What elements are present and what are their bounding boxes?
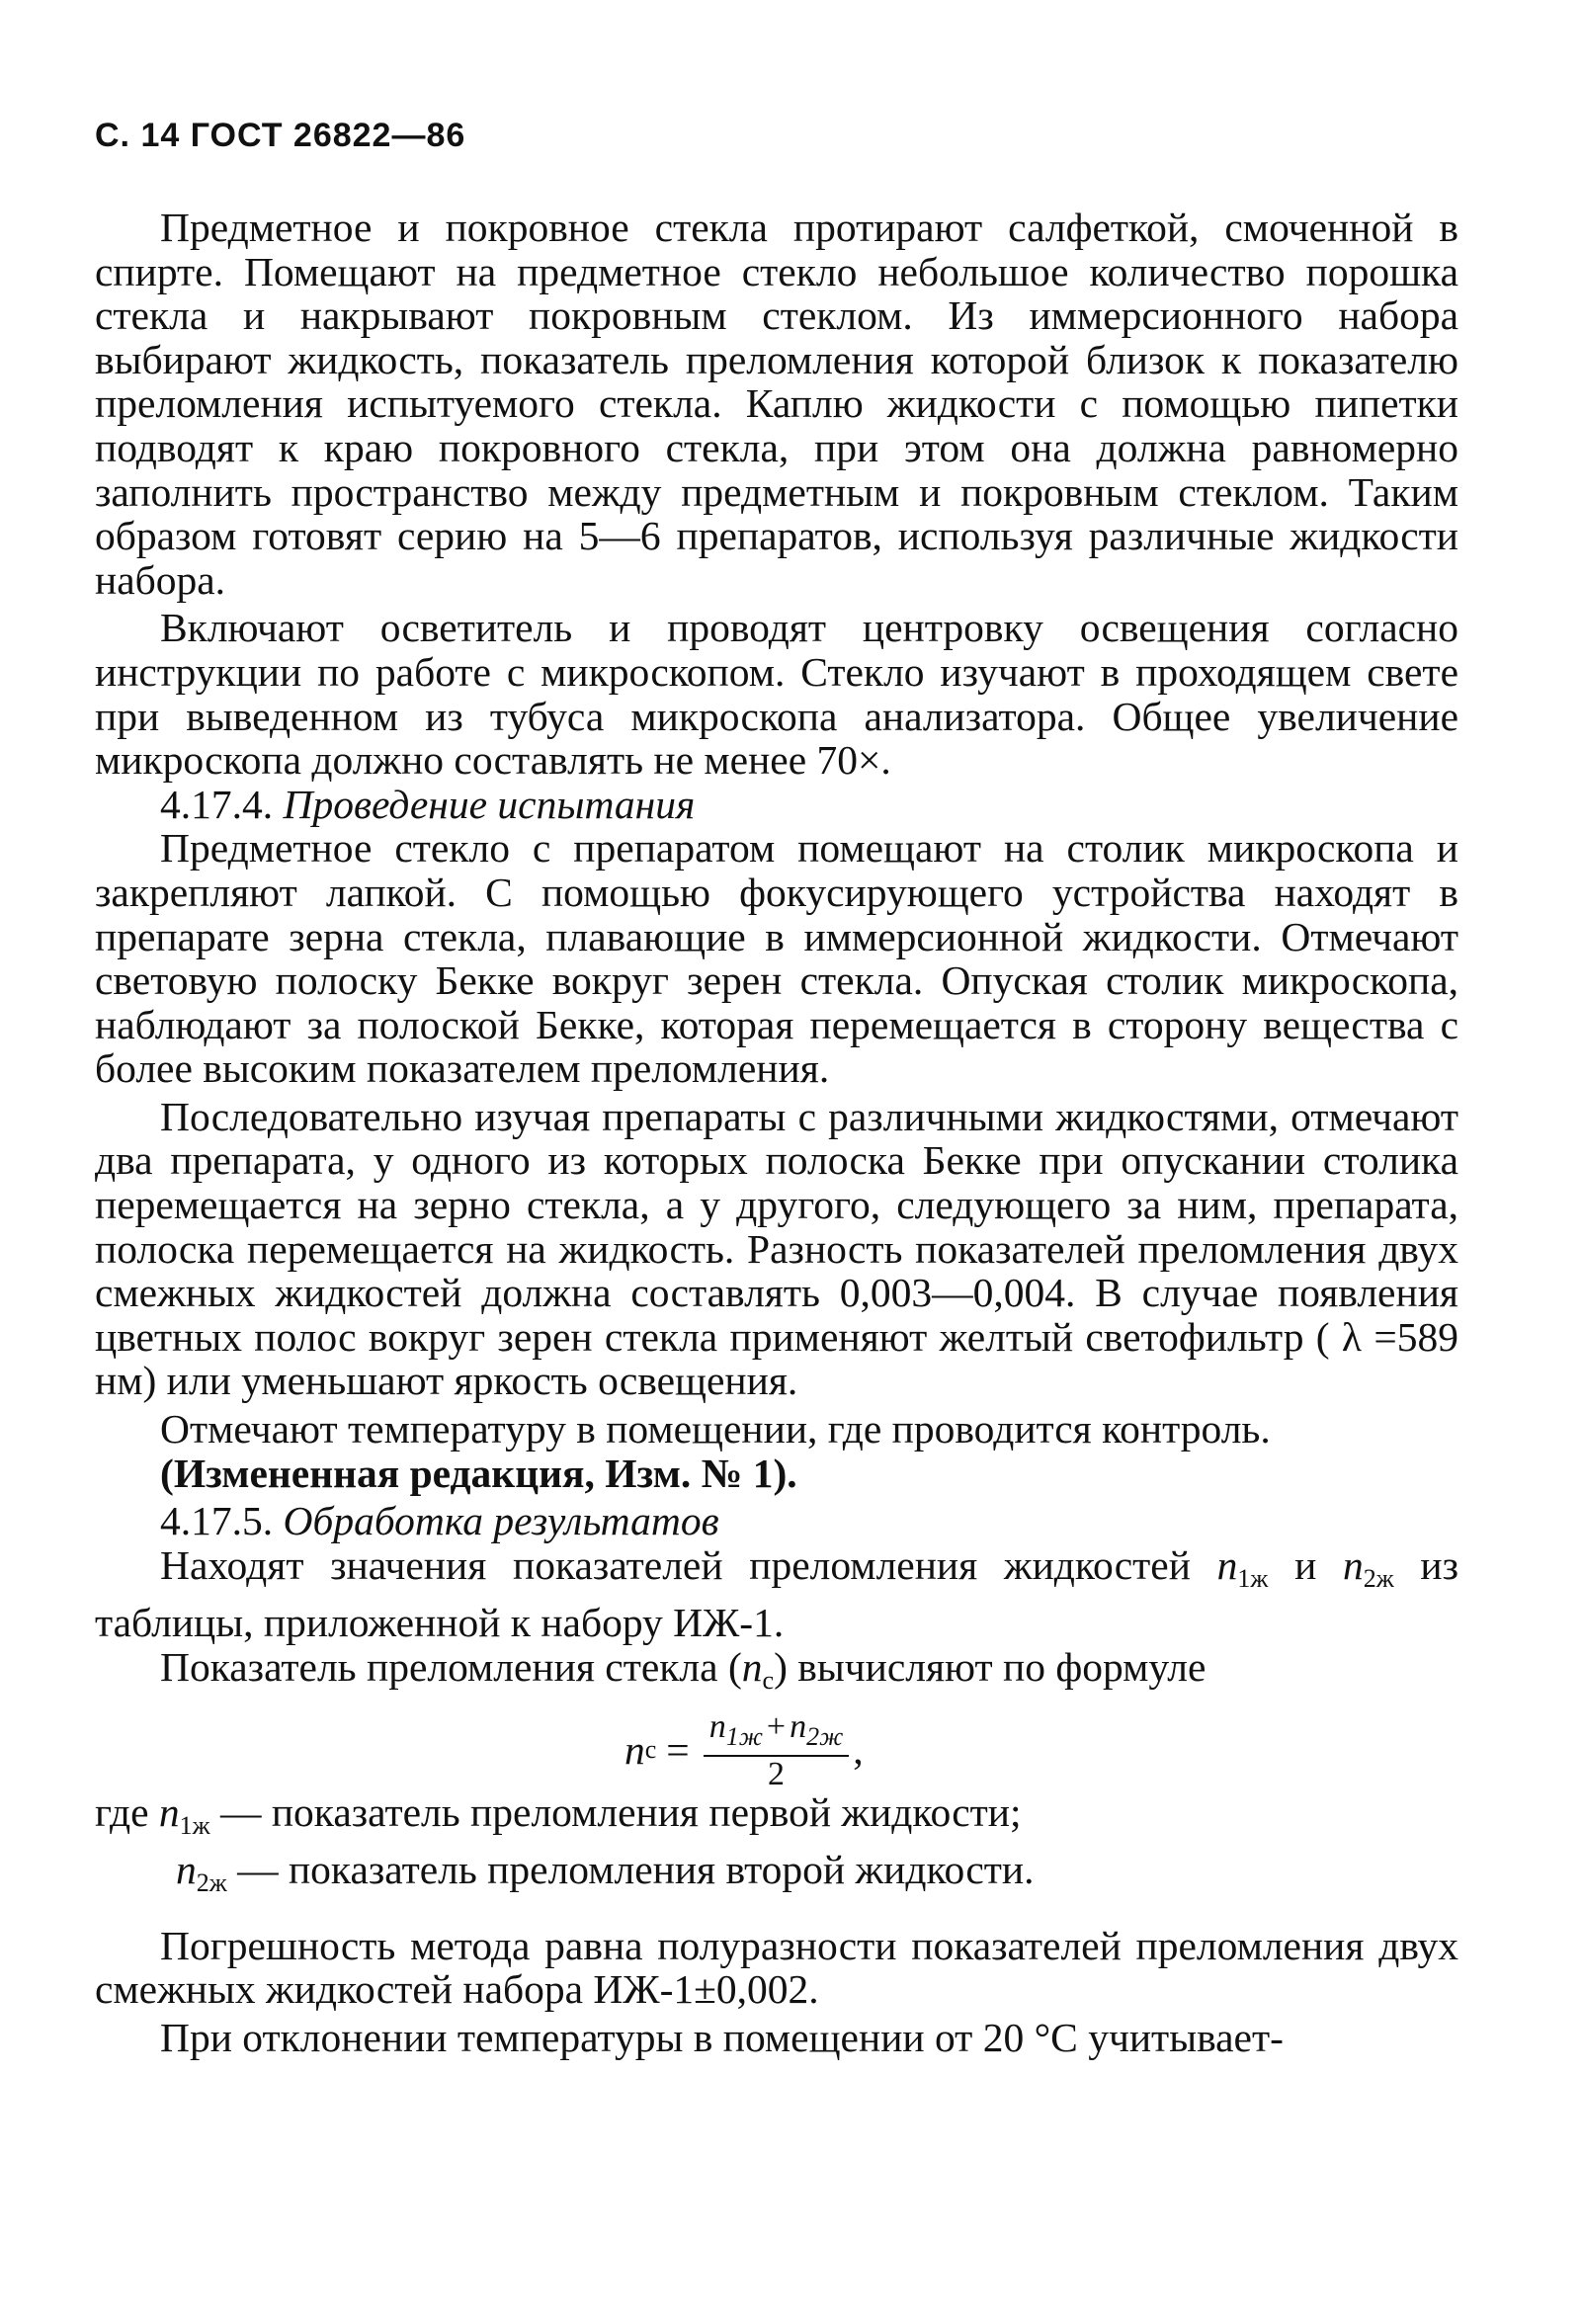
fraction-denominator: 2 (767, 1755, 785, 1792)
paragraph: Последовательно изучая препараты с различными жидкостями, отмечают два препарата, у одного из которых полоска Бекке при опускании столика перемещается на зерно стекла, а у другого, следующего за ним, препарата, полоска перемещается на жидкость. Разность показателей преломления двух смежных жидкостей должна составлять 0,003—0,004. В случае появления цветных полос вокруг зерен стекла применяют желтый светофильтр ( λ =589 нм) или уменьшают яркость освещения. (95, 1093, 1458, 1404)
paragraph: При отклонении температуры в помещении от 20 °С учитывает- (160, 2014, 1284, 2060)
fraction (704, 1709, 850, 1792)
paragraph: Предметное и покровное стекла протирают салфеткой, смоченной в спирте. Помещают на предметное стекло небольшое количество порошка стекла и накрывают покровным стеклом. Из иммерсионного набора выбирают жидкость, показатель преломления которой близок к показателю преломления испытуемого стекла. Каплю жидкости с помощью пипетки подводят к краю покровного стекла, при этом она должна равномерно заполнить пространство между предметным и покровным стеклом. Таким образом готовят серию на 5—6 препаратов, используя различные жидкости набора. (95, 205, 1458, 603)
section-heading-4-17-4 (95, 783, 1458, 827)
paragraph: Отмечают температуру в помещении, где проводится контроль. (160, 1406, 1271, 1452)
where-line-1: где $n_{1ж}$ — показатель преломления первой жидкости; (95, 1788, 1022, 1840)
formula-block (95, 1703, 1458, 1790)
section-number: 4.17.5. (160, 1498, 274, 1544)
paragraph: Показатель преломления стекла $(n_с)$ вычисляют по формуле (160, 1644, 1207, 1695)
revision-note: (Измененная редакция, Изм. № 1). (160, 1450, 797, 1496)
document-body (95, 206, 1458, 2060)
paragraph: Включают осветитель и проводят центровку освещения согласно инструкции по работе с микроскопом. Стекло изучают в проходящем свете при выведенном из тубуса микроскопа анализатора. Общее увеличение микроскопа должно составлять не менее 70×. (95, 605, 1458, 784)
fraction-numerator: $n_{1ж} + n_{2ж}$ (704, 1709, 850, 1757)
section-number: 4.17.4. (160, 781, 274, 827)
paragraph: Находят значения показателей преломления жидкостей $n_{1ж}$ и $n_{2ж}$ из таблицы, приложенной к набору ИЖ-1. (95, 1541, 1459, 1646)
section-heading-4-17-5 (95, 1499, 1458, 1543)
page-header: С. 14 ГОСТ 26822—86 (95, 117, 466, 154)
where-line-2: $n_{2ж}$ — показатель преломления второй жидкости. (176, 1847, 1035, 1898)
section-title: Обработка результатов (283, 1498, 719, 1544)
section-title: Проведение испытания (283, 781, 696, 827)
paragraph: Предметное стекло с препаратом помещают на столик микроскопа и закрепляют лапкой. С помощью фокусирующего устройства находят в препарате зерна стекла, плавающие в иммерсионной жидкости. Отмечают световую полоску Бекке вокруг зерен стекла. Опуская столик микроскопа, наблюдают за полоской Бекке, которая перемещается в сторону вещества с более высоким показателем преломления. (95, 825, 1458, 1092)
formula: n с = $\frac{n_{1ж} + n_{2ж}}{2}$ , (624, 1707, 864, 1792)
paragraph: Погрешность метода равна полуразности показателей преломления двух смежных жидкостей набора ИЖ-1±0,002. (95, 1922, 1458, 2013)
